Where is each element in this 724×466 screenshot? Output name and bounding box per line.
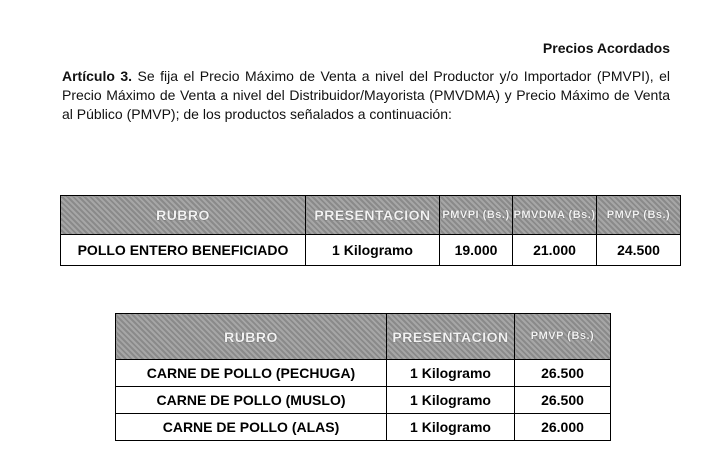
table-row bbox=[116, 387, 611, 414]
header-rubro: RUBRO bbox=[61, 196, 306, 235]
table-header-row bbox=[116, 314, 611, 360]
cell-rubro: POLLO ENTERO BENEFICIADO bbox=[61, 235, 306, 266]
article-paragraph bbox=[62, 67, 670, 124]
cell-rubro: CARNE DE POLLO (MUSLO) bbox=[116, 387, 387, 414]
section-title: Precios Acordados bbox=[542, 40, 670, 56]
cell-pmvpi: 19.000 bbox=[440, 235, 513, 266]
article-label: Artículo 3. bbox=[62, 68, 133, 84]
price-table-whole-chicken bbox=[60, 195, 681, 266]
header-pmvdma: PMVDMA (Bs.) bbox=[513, 196, 597, 235]
table-row bbox=[116, 414, 611, 441]
cell-pmvp: 26.500 bbox=[515, 387, 611, 414]
cell-rubro: CARNE DE POLLO (ALAS) bbox=[116, 414, 387, 441]
cell-presentacion: 1 Kilogramo bbox=[306, 235, 440, 266]
header-pmvp: PMVP (Bs.) bbox=[515, 314, 611, 360]
cell-pmvdma: 21.000 bbox=[513, 235, 597, 266]
cell-presentacion: 1 Kilogramo bbox=[387, 414, 515, 441]
table-row bbox=[61, 235, 681, 266]
table-header-row bbox=[61, 196, 681, 235]
cell-pmvp: 26.500 bbox=[515, 360, 611, 387]
header-rubro: RUBRO bbox=[116, 314, 387, 360]
header-pmvpi: PMVPI (Bs.) bbox=[440, 196, 513, 235]
header-presentacion: PRESENTACION bbox=[306, 196, 440, 235]
header-pmvp: PMVP (Bs.) bbox=[597, 196, 681, 235]
cell-presentacion: 1 Kilogramo bbox=[387, 387, 515, 414]
cell-presentacion: 1 Kilogramo bbox=[387, 360, 515, 387]
cell-rubro: CARNE DE POLLO (PECHUGA) bbox=[116, 360, 387, 387]
cell-pmvp: 26.000 bbox=[515, 414, 611, 441]
header-presentacion: PRESENTACION bbox=[387, 314, 515, 360]
table-row bbox=[116, 360, 611, 387]
cell-pmvp: 24.500 bbox=[597, 235, 681, 266]
article-text: Se fija el Precio Máximo de Venta a nivel del Productor y/o Importador (PMVPI), el Precio Máximo de Venta a nivel del Distribuidor/Mayorista (PMVDMA) y Precio Máximo de Venta al Público (PMVP); de los productos señalados a continuación: bbox=[62, 68, 670, 122]
price-table-chicken-cuts bbox=[115, 313, 611, 441]
